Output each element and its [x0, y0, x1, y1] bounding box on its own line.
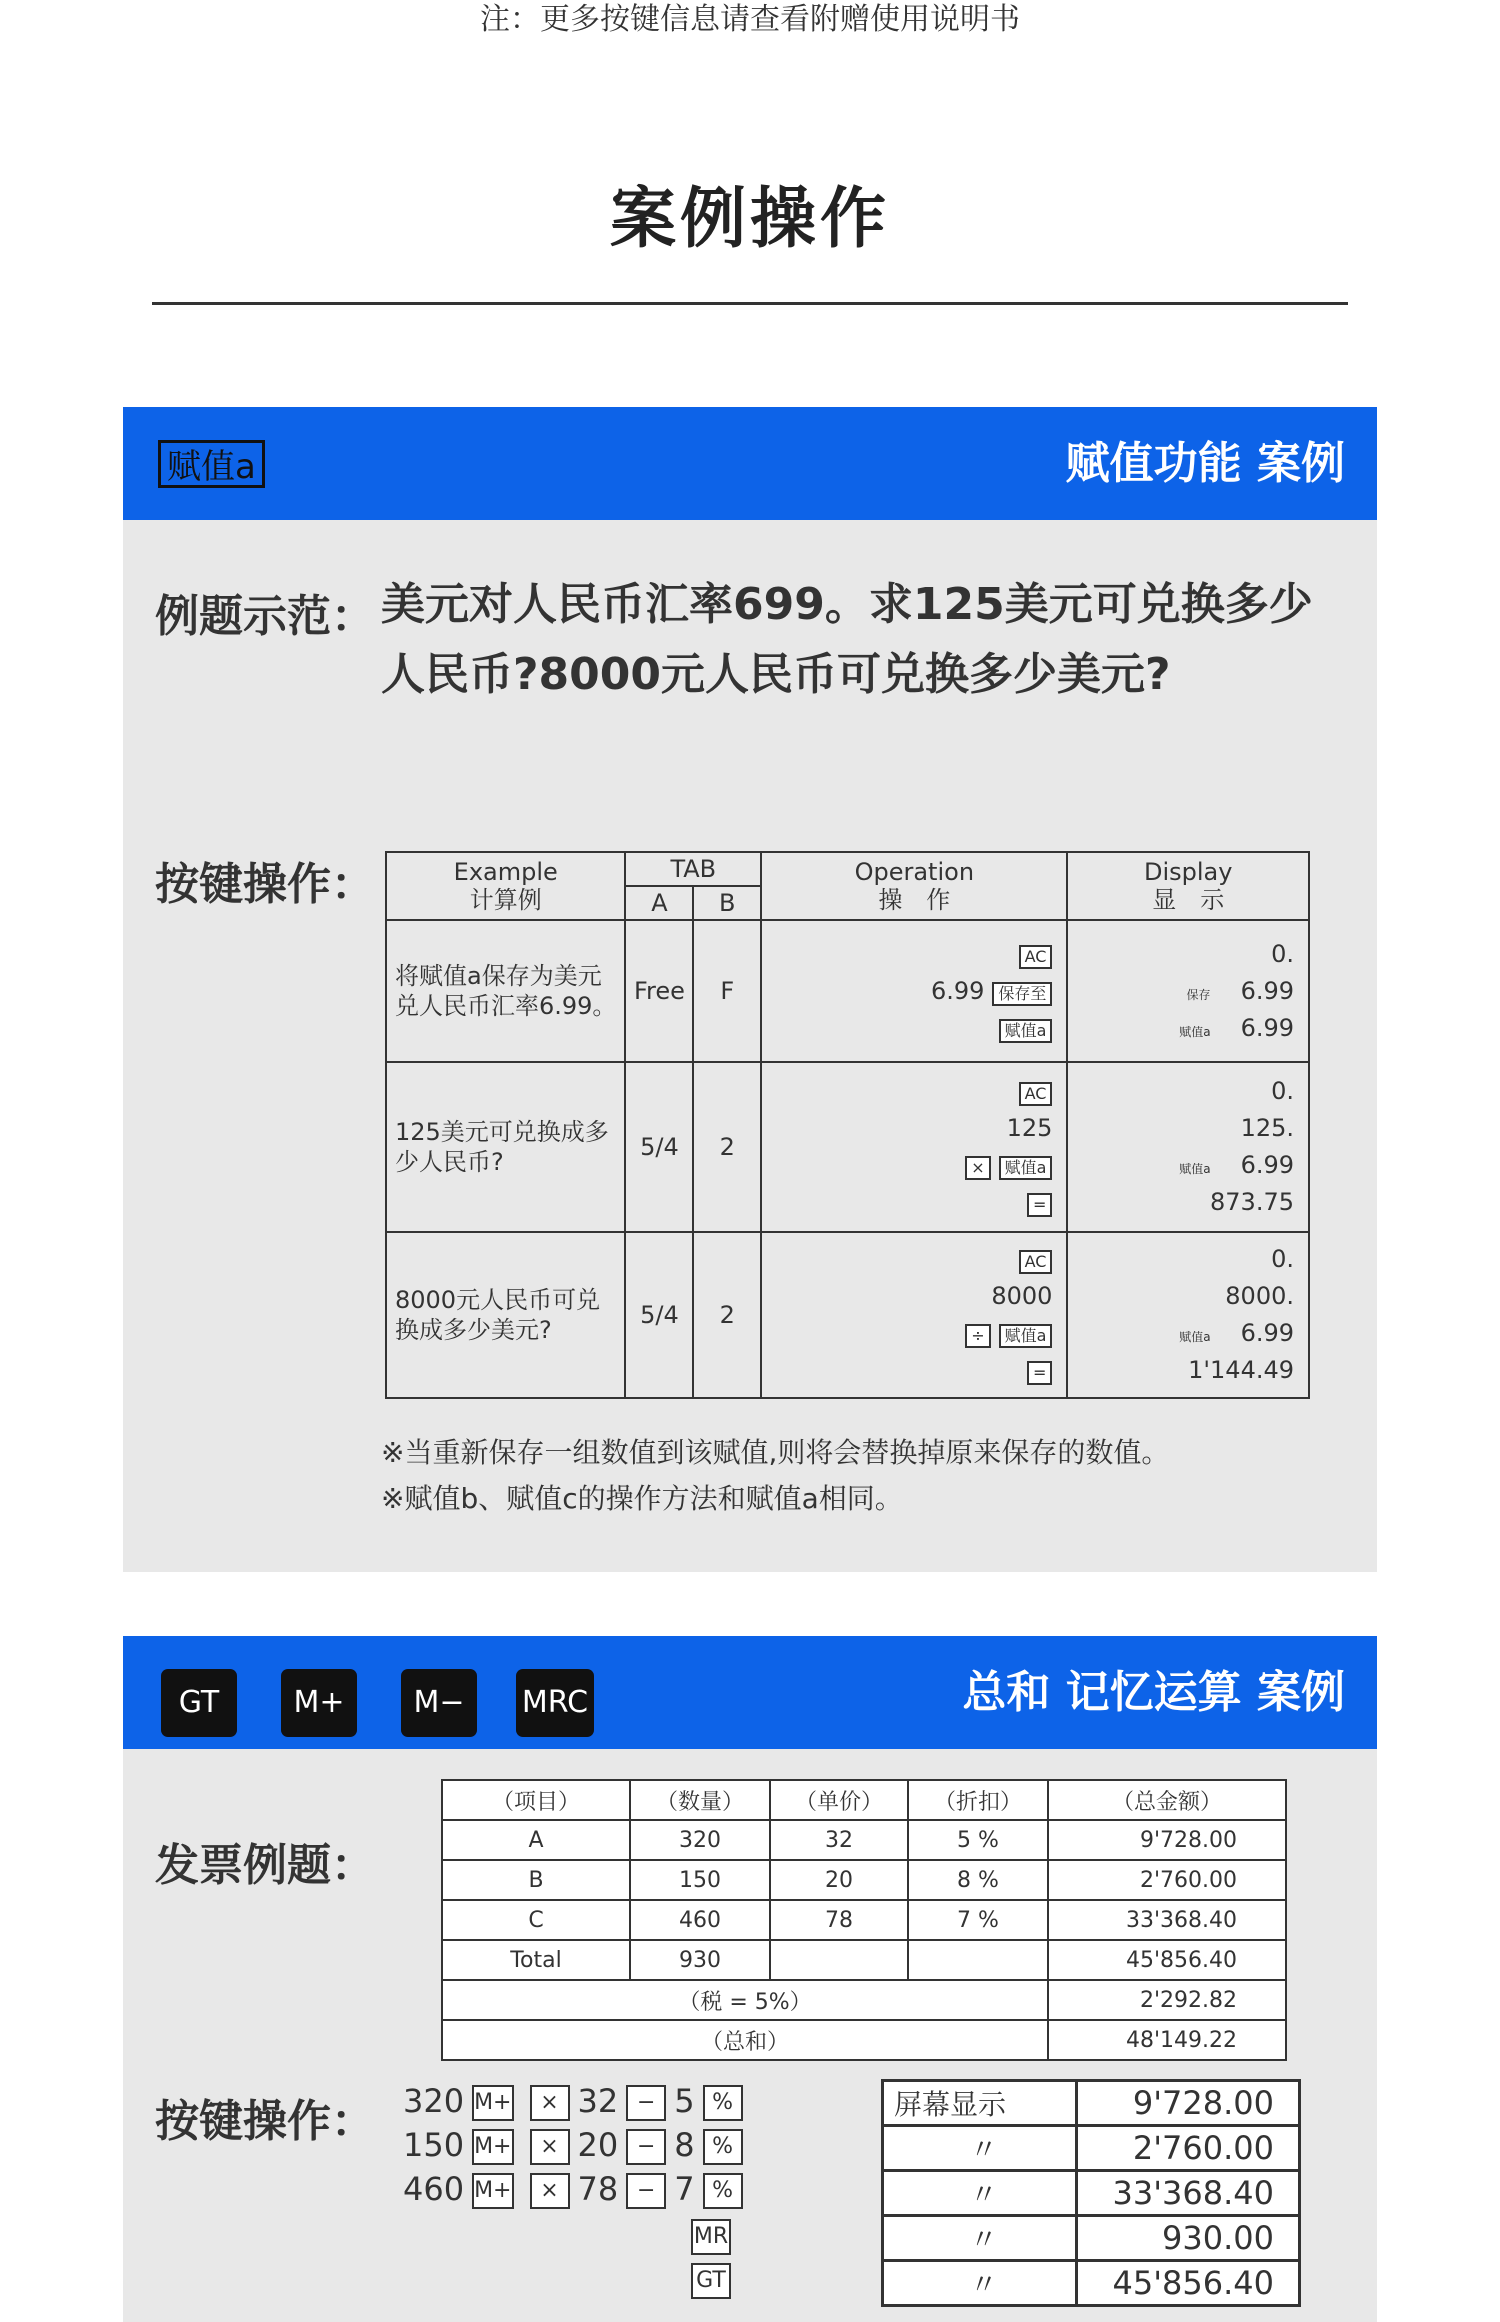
- display-value: 6.99: [1240, 1319, 1294, 1347]
- display-value: 0.: [1271, 939, 1294, 968]
- tax-row: [442, 1980, 1286, 2020]
- table-row: [386, 1062, 1309, 1232]
- ditto-mark: 〃: [883, 2126, 1077, 2171]
- multiply-key: ×: [530, 2129, 570, 2165]
- assign-indicator: 赋值a: [1179, 1162, 1211, 1176]
- cell: 150: [630, 1860, 770, 1900]
- section2-panel: [123, 1749, 1377, 2322]
- multiply-key: ×: [965, 1156, 990, 1180]
- m-minus-key-icon: M−: [401, 1669, 477, 1737]
- cell: 8 %: [908, 1860, 1048, 1900]
- screen-value: 45'856.40: [1076, 2261, 1299, 2306]
- sum-row: [442, 2020, 1286, 2060]
- screen-value: 9'728.00: [1076, 2081, 1299, 2126]
- assign-a-key: 赋值a: [999, 1324, 1053, 1348]
- question-line-2: 人民币?8000元人民币可兑换多少美元?: [381, 649, 1171, 700]
- m-plus-key: M+: [472, 2085, 513, 2121]
- key-number: 7: [674, 2170, 695, 2208]
- mrc-key-icon: MRC: [516, 1669, 594, 1737]
- header-price: （单价）: [770, 1780, 908, 1820]
- cell: [908, 1940, 1048, 1980]
- cell: 78: [770, 1900, 908, 1940]
- row1-a: Free: [625, 920, 693, 1062]
- ac-key: AC: [1019, 945, 1053, 969]
- display-value: 6.99: [1240, 976, 1294, 1005]
- table-row: [386, 920, 1309, 1062]
- key-number: 5: [674, 2082, 695, 2120]
- multiply-key: ×: [530, 2085, 570, 2121]
- header-example: [386, 852, 625, 920]
- section1-banner: [123, 407, 1377, 520]
- sum-label: （总和）: [442, 2020, 1048, 2060]
- header-display: [1067, 852, 1309, 920]
- row3-display: [1067, 1232, 1309, 1398]
- table-row: [442, 1860, 1286, 1900]
- key-number: 150: [403, 2126, 465, 2164]
- divide-key: ÷: [965, 1324, 990, 1348]
- store-indicator: 保存: [1186, 987, 1211, 1002]
- row2-example: 125美元可兑换成多少人民币?: [386, 1062, 625, 1232]
- equals-key: =: [1027, 1361, 1052, 1385]
- tax-label: （税 = 5%）: [442, 1980, 1048, 2020]
- ac-key: AC: [1019, 1082, 1053, 1106]
- m-plus-key: M+: [472, 2129, 513, 2165]
- cell: 460: [630, 1900, 770, 1940]
- header-example-en: Example: [453, 858, 558, 886]
- gt-key-icon: GT: [161, 1669, 237, 1737]
- row3-b: 2: [693, 1232, 761, 1398]
- footnote-2: ※赋值b、赋值c的操作方法和赋值a相同。: [381, 1482, 903, 1515]
- cell: [770, 1940, 908, 1980]
- percent-key: %: [703, 2129, 743, 2165]
- screen-row: [883, 2171, 1300, 2216]
- display-value: 873.75: [1210, 1188, 1294, 1216]
- percent-key: %: [703, 2085, 743, 2121]
- table-row: [442, 1940, 1286, 1980]
- section1-title: 赋值功能 案例: [1065, 438, 1345, 489]
- equals-key: =: [1027, 1193, 1052, 1217]
- screen-value: 33'368.40: [1076, 2171, 1299, 2216]
- row1-display: [1067, 920, 1309, 1062]
- cell: 930: [630, 1940, 770, 1980]
- invoice-table: [441, 1779, 1287, 2061]
- key-number: 78: [577, 2170, 619, 2208]
- screen-row: [883, 2081, 1300, 2126]
- cell: A: [442, 1820, 630, 1860]
- gt-key: GT: [691, 2263, 731, 2299]
- cell: 320: [630, 1820, 770, 1860]
- row2-b: 2: [693, 1062, 761, 1232]
- assign-indicator: 赋值a: [1179, 1024, 1211, 1039]
- mr-key-row: [683, 2213, 739, 2257]
- header-example-cn: 计算例: [469, 886, 542, 914]
- ditto-mark: 〃: [883, 2261, 1077, 2306]
- key-number: 32: [577, 2082, 619, 2120]
- header-operation: [761, 852, 1067, 920]
- header-op-cn: 操 作: [878, 886, 951, 914]
- cell: 45'856.40: [1048, 1940, 1286, 1980]
- cell: 20: [770, 1860, 908, 1900]
- minus-key: −: [626, 2129, 666, 2165]
- top-note: 注：更多按键信息请查看附赠使用说明书: [480, 2, 1020, 37]
- screen-label: 屏幕显示: [883, 2081, 1077, 2126]
- header-disp-cn: 显 示: [1152, 886, 1225, 914]
- screen-value: 2'760.00: [1076, 2126, 1299, 2171]
- gt-key-row: [683, 2257, 739, 2301]
- key-number: 20: [577, 2126, 619, 2164]
- minus-key: −: [626, 2085, 666, 2121]
- row1-b: F: [693, 920, 761, 1062]
- cell: 9'728.00: [1048, 1820, 1286, 1860]
- page-title: 案例操作: [610, 180, 890, 257]
- cell: Total: [442, 1940, 630, 1980]
- row2-display: [1067, 1062, 1309, 1232]
- row1-example: 将赋值a保存为美元兑人民币汇率6.99。: [386, 920, 625, 1062]
- key-number: 8: [674, 2126, 695, 2164]
- row2-a: 5/4: [625, 1062, 693, 1232]
- assign-indicator: 赋值a: [1179, 1330, 1211, 1344]
- row1-operation: [761, 920, 1067, 1062]
- section2-title: 总和 记忆运算 案例: [962, 1667, 1345, 1718]
- example-label: 例题示范：: [155, 591, 375, 642]
- minus-key: −: [626, 2173, 666, 2209]
- header-op-en: Operation: [854, 858, 975, 886]
- keys-label-2: 按键操作：: [155, 2096, 375, 2147]
- header-item: （项目）: [442, 1780, 630, 1820]
- m-plus-key: M+: [472, 2173, 513, 2209]
- key-number: 460: [403, 2170, 465, 2208]
- key-row: [403, 2123, 751, 2167]
- header-b: B: [693, 886, 761, 920]
- display-value: 1'144.49: [1188, 1356, 1294, 1384]
- cell: 5 %: [908, 1820, 1048, 1860]
- screen-display-table: [881, 2079, 1301, 2307]
- ditto-mark: 〃: [883, 2171, 1077, 2216]
- key-row: [403, 2167, 751, 2211]
- header-qty: （数量）: [630, 1780, 770, 1820]
- table-row: [386, 1232, 1309, 1398]
- display-value: 0.: [1271, 1077, 1294, 1105]
- display-value: 0.: [1271, 1245, 1294, 1273]
- assign-a-key: 赋值a: [999, 1019, 1053, 1043]
- cell: 33'368.40: [1048, 1900, 1286, 1940]
- header-tab: TAB: [625, 852, 761, 886]
- display-value: 6.99: [1240, 1151, 1294, 1179]
- footnote-1: ※当重新保存一组数值到该赋值,则将会替换掉原来保存的数值。: [381, 1436, 1170, 1469]
- header-disp-en: Display: [1143, 858, 1233, 886]
- header-a: A: [625, 886, 693, 920]
- header-discount: （折扣）: [908, 1780, 1048, 1820]
- cell: 2'760.00: [1048, 1860, 1286, 1900]
- screen-row: [883, 2216, 1300, 2261]
- title-divider: [152, 302, 1348, 305]
- assign-a-key: 赋值a: [999, 1156, 1053, 1180]
- table-row: [442, 1820, 1286, 1860]
- row2-operation: [761, 1062, 1067, 1232]
- key-sequence: [403, 2079, 751, 2211]
- tax-value: 2'292.82: [1048, 1980, 1286, 2020]
- op-value: 6.99: [930, 976, 985, 1005]
- display-value: 125.: [1240, 1114, 1294, 1142]
- cell: 7 %: [908, 1900, 1048, 1940]
- header-total: （总金额）: [1048, 1780, 1286, 1820]
- row3-example: 8000元人民币可兑换成多少美元?: [386, 1232, 625, 1398]
- multiply-key: ×: [530, 2173, 570, 2209]
- key-number: 320: [403, 2082, 465, 2120]
- ac-key: AC: [1019, 1250, 1053, 1274]
- sum-value: 48'149.22: [1048, 2020, 1286, 2060]
- key-row: [403, 2079, 751, 2123]
- percent-key: %: [703, 2173, 743, 2209]
- store-key: 保存至: [992, 982, 1052, 1006]
- assignment-table: [385, 851, 1310, 1399]
- screen-value: 930.00: [1076, 2216, 1299, 2261]
- screen-row: [883, 2261, 1300, 2306]
- display-value: 8000.: [1225, 1282, 1294, 1310]
- screen-row: [883, 2126, 1300, 2171]
- row3-a: 5/4: [625, 1232, 693, 1398]
- invoice-header-row: [442, 1780, 1286, 1820]
- section2-banner: [123, 1636, 1377, 1749]
- ditto-mark: 〃: [883, 2216, 1077, 2261]
- section1-panel: [123, 520, 1377, 1572]
- cell: B: [442, 1860, 630, 1900]
- m-plus-key-icon: M+: [281, 1669, 357, 1737]
- table-row: [442, 1900, 1286, 1940]
- question-line-1: 美元对人民币汇率699。求125美元可兑换多少: [381, 579, 1313, 630]
- cell: 32: [770, 1820, 908, 1860]
- op-value: 125: [1006, 1114, 1053, 1142]
- section1-tag: 赋值a: [158, 440, 265, 488]
- keys-label-1: 按键操作：: [155, 859, 375, 910]
- op-value: 8000: [991, 1282, 1053, 1310]
- mr-key: MR: [691, 2219, 731, 2255]
- table-header-row: [386, 852, 1309, 886]
- display-value: 6.99: [1240, 1013, 1294, 1042]
- invoice-label: 发票例题：: [155, 1840, 375, 1891]
- row3-operation: [761, 1232, 1067, 1398]
- cell: C: [442, 1900, 630, 1940]
